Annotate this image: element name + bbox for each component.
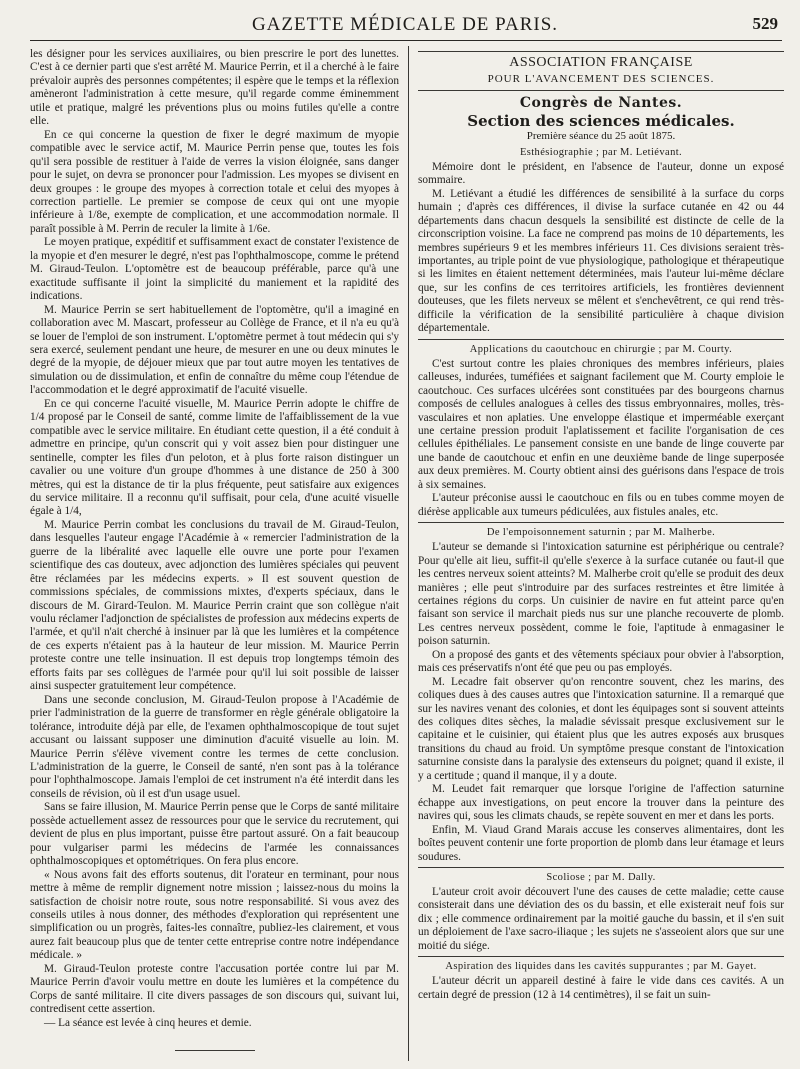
section-heading: Section des sciences médicales. [467,111,735,130]
topic-heading: Esthésiographie ; par M. Letiévant. [519,146,683,158]
paragraph: Sans se faire illusion, M. Maurice Perrin pense que le Corps de santé militaire possède actuellement assez de ressources pour que le service du recrutement, qui devient de plus en plus important, puisse être partout assuré. On a fait beaucoup pour vulgariser parmi les médecins de l'armée les connaissances ophthalmoscopiques et optométriques. On fera plus encore. [30,801,399,868]
masthead-rule [30,40,782,41]
paragraph: En ce qui concerne l'acuité visuelle, M. Maurice Perrin adopte le chiffre de 1/4 proposé par le Conseil de santé, comme limite de l'affaiblissement de la vue compatible avec le service militaire. En étudiant cette question, il a été conduit à admettre en principe, qu'un conscrit qui y voit assez bien pour distinguer une sentinelle, compter les files d'un peloton, et à plus forte raison distinguer un cavalier ou une voiture d'un groupe d'hommes à une distance de 250 à 300 mètres, qui est la distance de tir la plus fréquente, peut satisfaire aux exigences du service militaire. Il a reconnu qu'il suffisait, pour cela, d'une acuité visuelle égale à 1/4, [30,397,399,518]
paragraph: En ce qui concerne la question de fixer le degré maximum de myopie compatible avec le service actif, M. Maurice Perrin pense que, toutes les fois qu'il sera possible de restituer à l'aide de verres la vision éloignée, sans danger pour le sujet, on devra se prononcer pour l'admission. Les myopes se divisent en deux groupes : le groupe des myopes à correction totale et celui des myopes à correction partielle. Le premier se compose de ceux qui ont une myopie inférieure à 1/8e, exempte de complication, et une accommodation normale. Il paraît possible à M. Perrin de reculer la limite à 1/6e. [30,128,399,235]
paragraph: Mémoire dont le président, en l'absence de l'auteur, donne un exposé sommaire. [418,160,784,187]
paragraph: Dans une seconde conclusion, M. Giraud-Teulon propose à l'Académie de prier l'administration de la guerre de transformer en règle générale obligatoire la tolérance, introduite déjà par elle, de l'examen ophthalmoscopique de tout sujet accusant ou laissant supposer une diminution d'acuité visuelle au loin. M. Maurice Perrin s'élève vivement contre les termes de cette conclusion. L'administration de la guerre, le Conseil de santé, n'en sont pas à la tolérance pour l'ophthalmoscope. Jamais l'emploi de cet instrument n'a été interdit dans les conseils de révision, où il est d'un usage usuel. [30,693,399,800]
right-column [418,48,784,1063]
paragraph: On a proposé des gants et des vêtements spéciaux pour obvier à l'absorption, mais ces préservatifs n'ont été que peu ou pas employés. [418,648,784,675]
congress-heading: Congrès de Nantes. [519,95,683,112]
paragraph: M. Lecadre fait observer qu'on rencontre souvent, chez les marins, des coliques dues à des causes autres que l'intoxication saturnine. Il a remarqué que sur les navires venant des colonies, et dont les équipages sont si souvent atteints des coliques dites sèches, la maladie sévissait presque exclusivement sur le capitaine et le cuisinier, qui étaient plus que les autres exposés aux brusques transitions du chaud au froid. Un symptôme presque constant de l'intoxication saturnine consiste dans la paralysie des extenseurs du poignet; quand il existe, il y a certitude ; quand il manque, il y a doute. [418,675,784,782]
column-separator [408,46,409,1061]
paragraph: Le moyen pratique, expéditif et suffisamment exact de constater l'existence de la myopie et d'en mesurer le degré, n'est pas l'ophthalmoscope, comme le prétend M. Giraud-Teulon. L'optomètre est de beaucoup préférable, parce qu'à une exactitude suffisante il joint la simplicité du maniement et la rapidité des indications. [30,236,399,303]
section-rule [418,339,784,340]
topic-heading: De l'empoisonnement saturnin ; par M. Malherbe. [486,527,716,539]
paragraph: C'est surtout contre les plaies chroniques des membres inférieurs, plaies calleuses, indurées, tuméfiées et saignant facilement que M. Courty emploie le caoutchouc. Ces surfaces ulcérées sont constituées par des bourgeons charnus composés de cellules analogues à celles des tissus embryonnaires, molles, très-vasculaires et non aplaties. Une enveloppe élastique et imperméable exerçant une certaine pression produit l'aplatissement et facilite l'organisation de ces cellules épithéliales. Le pansement consiste en une bande de linge couverte par une bande de caoutchouc et enfin en une deuxième bande de linge superposée aux deux premières. M. Courty obtient ainsi des guérisons dans l'espace de trois à six semaines. [418,357,784,491]
topic-heading: Applications du caoutchouc en chirurgie ; par M. Courty. [469,343,733,355]
masthead [28,8,782,40]
paragraph: L'auteur croit avoir découvert l'une des causes de cette maladie; cette cause consisterait dans une déviation des os du bassin, et elle existerait neuf fois sur dix ; elle commence ordinairement par la moitié gauche du bassin, et il s'en suit un déploiement de l'axe sacro-iliaque ; les sujets ne s'asseoient alors que sur une moitié du siége. [418,886,784,952]
topic-heading: Aspiration des liquides dans les cavités suppurantes ; par M. Gayet. [445,961,757,973]
journal-title: GAZETTE MÉDICALE DE PARIS. [251,14,559,35]
paragraph: M. Leudet fait remarquer que lorsque l'origine de l'affection saturnine échappe aux investigations, on peut encore la trouver dans la peinture des navires qui, sous les climats chauds, se repète souvent en mer et dans les ports. [418,783,784,823]
left-column [30,48,399,1063]
paragraph: M. Letiévant a étudié les différences de sensibilité à la surface du corps humain ; d'après ces différences, il divise la surface cutanée en 42 ou 44 départements dans chacun desquels la sensibilité est distincte de celle de la circonscription voisine. La face ne comprend pas moins de 10 départements, les membres supérieurs 9 et les membres inférieurs 11. Ces divisions seraient très-importantes, au triple point de vue physiologique, pathologique et thérapeutique si les limites en étaient nettement déterminées, mais l'auteur lui-même déclare que, sur les confins de ces territoires artificiels, les frontières deviennent douteuses, que les filets nerveux se mêlent et s'enchevêtrent, ce qui rend très-difficile la vérification de la sensibilité particulière à chaque division départementale. [418,187,784,335]
section-rule [418,956,784,957]
paragraph: L'auteur préconise aussi le caoutchouc en fils ou en tubes comme moyen de diérèse applicable aux tumeurs pédiculées, aux fistules anales, etc. [418,492,784,518]
paragraph: L'auteur décrit un appareil destiné à faire le vide dans ces cavités. A un certain degré de pression (12 à 14 centimètres), il se fait un suin- [418,975,784,1001]
section-rule [418,867,784,868]
association-heading: ASSOCIATION FRANÇAISE [509,55,693,70]
closing-line: — La séance est levée à cinq heures et demie. [44,1016,252,1029]
paragraph: « Nous avons fait des efforts soutenus, dit l'orateur en terminant, pour nous mettre à même de remplir dignement notre mission ; laissez-nous du moins la satisfaction de choisir notre route, sous notre responsabilité. Si vous avez des conseils utiles à nous donner, des méthodes d'exploration qui représentent une simplification ou un progrès, faites-les connaître, publiez-les clairement, et vous aurez fait beaucoup plus que de tenter cette entreprise contre notre indépendance médicale. » [30,868,399,962]
association-subheading: POUR L'AVANCEMENT DES SCIENCES. [487,73,715,85]
section-rule [418,522,784,523]
page-number: 529 [752,14,778,33]
paragraph: M. Giraud-Teulon proteste contre l'accusation portée contre lui par M. Maurice Perrin d'avoir voulu mettre en doute les lumières et la compétence du Corps de santé militaire. Il cite divers passages de son discours qui, suivant lui, contredisent cette assertion. [30,962,399,1016]
paragraph: M. Maurice Perrin se sert habituellement de l'optomètre, qu'il a imaginé en collaboration avec M. Mascart, professeur au Collège de France, et il n'a eu qu'à se louer de l'emploi de son instrument. L'optomètre permet à tout médecin qui s'y sera exercé, seulement pendant une heure, de mesurer en une ou deux minutes le degré de la myopie, de déjouer mieux que par tout autre moyen les tentatives de simulation ou de dissimulation, et enfin de connaître du même coup l'étendue de l'accommodation et le degré approximatif de l'acuité visuelle. [30,303,399,397]
section-rule [418,90,784,91]
topic-heading: Scoliose ; par M. Dally. [546,872,656,884]
paragraph: L'auteur se demande si l'intoxication saturnine est périphérique ou centrale? Pour qu'elle ait lieu, suffit-il qu'elle s'exerce à la surface cutanée ou faut-il que les centres nerveux soient atteints? M. Malherbe croit qu'elle se produit des deux manières ; elle peut s'introduire par des surfaces restreintes et être limitée à certaines régions du corps. Un cuisinier de navire en fut atteint parce qu'en faisant son service il marchait pieds nus sur une planche recouverte de plomb. Les centres nerveux possèdent, comme le foie, l'aptitude à enmagasiner le poison saturnin. [418,541,784,648]
end-rule [175,1050,255,1051]
section-rule [418,51,784,52]
paragraph: les désigner pour les services auxiliaires, ou bien prescrire le port des lunettes. C'est à ce dernier parti que s'est arrêté M. Maurice Perrin, et il a cherché à le faire prévaloir auprès des personnes compétentes; il espère que le temps et la réflexion amèneront l'administration à cette mesure, qu'il regarde comme éminemment utile et pratique, malgré les préventions plus ou moins futiles qu'elle a contre elle. [30,48,399,128]
paragraph: M. Maurice Perrin combat les conclusions du travail de M. Giraud-Teulon, dans lesquelles l'auteur engage l'Académie à « remercier l'administration de la guerre de la libéralité avec laquelle elle ouvre une porte pour l'examen scientifique des cas douteux, avec adjonction des lumières spéciales qui peuvent être réclamées par les médecins experts. » Il est souvent question de commissions spéciales, de commissions mixtes, d'experts spéciaux, dans le discours de M. Girard-Teulon. M. Maurice Perrin craint que son collègue n'ait voulu réclamer l'adjonction de spécialistes de profession aux médecins experts de l'armée, et qu'il n'ait cherché à insinuer par là que les lumières et la compétence de ces experts n'étaient pas à la hauteur de leur mission. M. Maurice Perrin proteste contre une telle insinuation. Il est depuis trop longtemps témoin des efforts faits par ses collègues de l'armée pour qu'il lui soit possible de laisser ainsi suspecter gratuitement leur compétence. [30,518,399,693]
paragraph: Enfin, M. Viaud Grand Marais accuse les conserves alimentaires, dont les boîtes peuvent contenir une forte proportion de plomb dans leur étamage et leurs soudures. [418,823,784,863]
session-date: Première séance du 25 août 1875. [526,130,676,143]
